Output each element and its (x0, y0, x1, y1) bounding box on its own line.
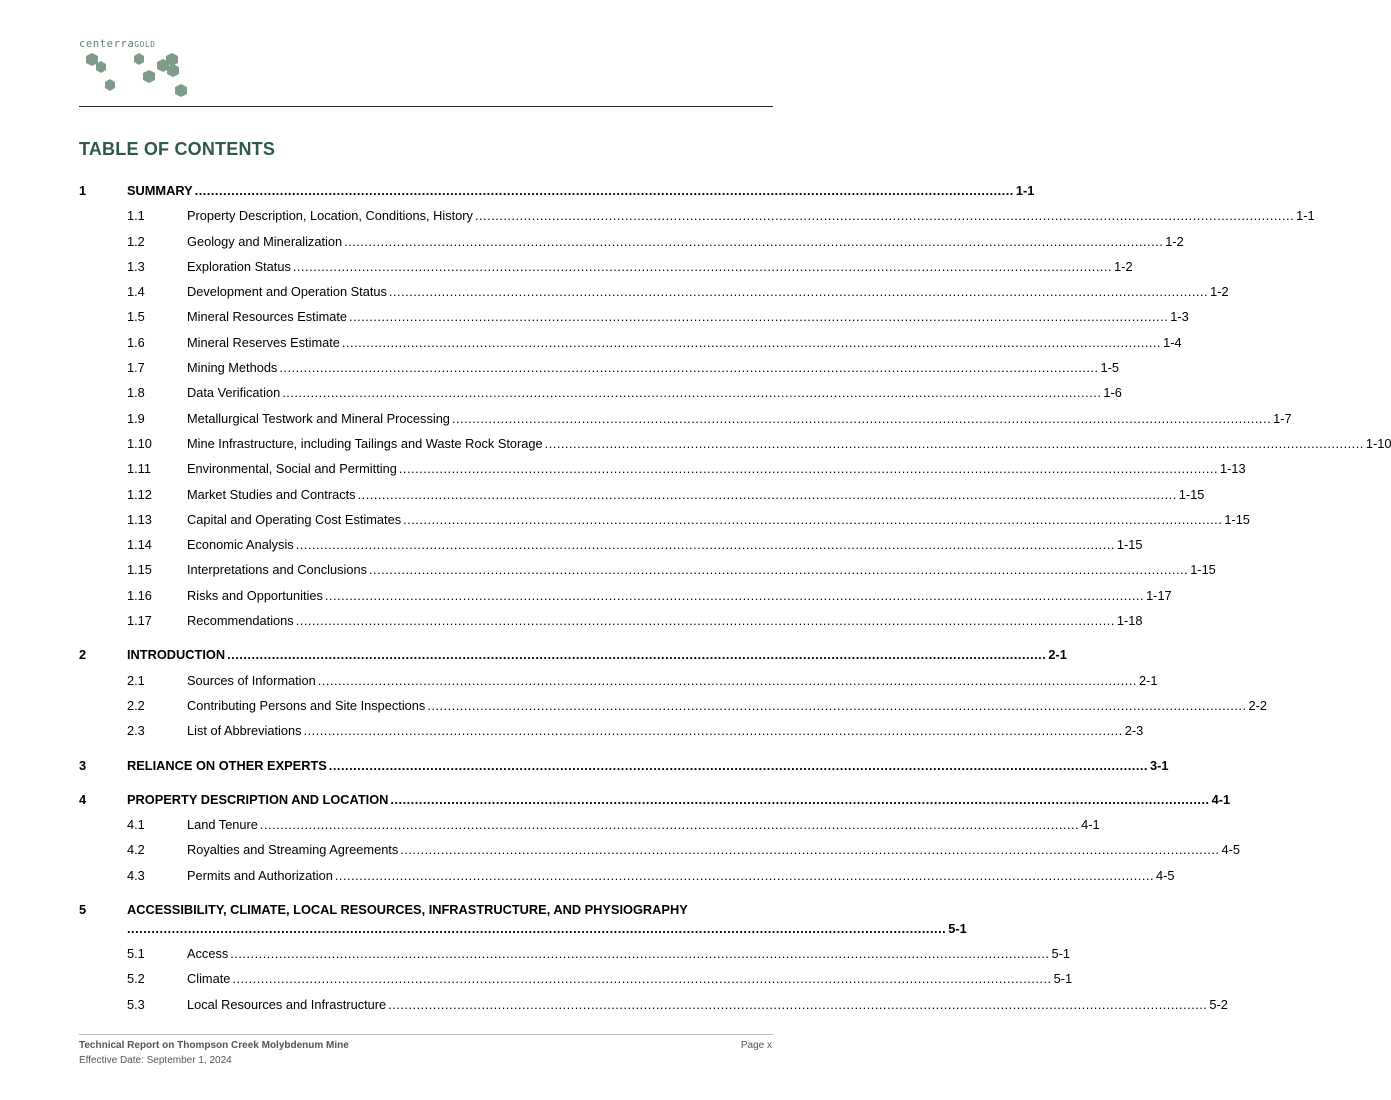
toc-subsection-page: 4-5 (1221, 842, 1240, 858)
toc-section-number: 5 (79, 902, 87, 918)
toc-subsection-number: 1.10 (127, 435, 152, 451)
toc-subsection-page: 1-1 (1296, 208, 1315, 224)
toc-subsection-title: Economic Analysis (187, 537, 294, 553)
dot-leader: .......................................................................................................................................................................................................... (388, 996, 1208, 1012)
toc-section-page: 1-1 (1015, 183, 1035, 198)
toc-subsection-title: Development and Operation Status (187, 284, 387, 300)
dot-leader: .......................................................................................................................................................................................................... (390, 791, 1210, 807)
footer-divider (79, 1034, 773, 1035)
toc-subsection[interactable] (79, 817, 1100, 842)
dot-leader: .......................................................................................................................................................................................................... (344, 233, 1164, 249)
toc-subsection-title: Mineral Resources Estimate (187, 309, 348, 325)
toc-subsection[interactable] (79, 208, 1315, 233)
footer-effective-date: Effective Date: September 1, 2024 (79, 1055, 232, 1066)
toc-subsection-number: 1.9 (127, 410, 145, 426)
dot-leader: .......................................................................................................................................................................................................... (544, 435, 1364, 451)
toc-subsection-page: 5-2 (1209, 996, 1228, 1012)
toc-subsection-page: 1-5 (1100, 360, 1120, 376)
logo-brand-name: centerra (79, 38, 135, 50)
toc-subsection-title: Interpretations and Conclusions (187, 562, 367, 578)
dot-leader: .......................................................................................................................................................................................................... (194, 183, 1014, 198)
toc-subsection-page: 1-17 (1146, 587, 1172, 603)
toc-subsection-title: Metallurgical Testwork and Mineral Processing (187, 410, 450, 426)
toc-section-page: 5-1 (948, 921, 967, 937)
toc-subsection-number: 1.4 (127, 284, 145, 300)
toc-section-page: 2-1 (1048, 647, 1067, 663)
dot-leader: .......................................................................................................................................................................................................... (427, 697, 1247, 713)
toc-subsection-number: 1.14 (127, 537, 152, 553)
toc-subsection-title: Geology and Mineralization (187, 233, 343, 249)
dot-leader: .......................................................................................................................................................................................................... (303, 723, 1123, 739)
company-logo (79, 38, 209, 104)
toc-subsection-title: Sources of Information (187, 672, 316, 688)
dot-leader: .......................................................................................................................................................................................................... (349, 309, 1169, 325)
toc-subsection-page: 5-1 (1051, 946, 1070, 962)
toc-subsection-number: 2.3 (127, 723, 145, 739)
dot-leader: .......................................................................................................................................................................................................... (279, 360, 1099, 376)
toc-subsection-title: Market Studies and Contracts (187, 486, 356, 502)
page-title: TABLE OF CONTENTS (79, 139, 276, 159)
toc-subsection-page: 2-1 (1138, 672, 1158, 688)
dot-leader: .......................................................................................................................................................................................................... (368, 562, 1189, 578)
dot-leader: .......................................................................................................................................................................................................... (295, 537, 1115, 553)
toc-subsection[interactable] (79, 867, 1175, 893)
toc-subsection[interactable] (79, 258, 1133, 284)
toc-subsection-title: Local Resources and Infrastructure (187, 996, 387, 1012)
toc-subsection-page: 1-15 (1224, 511, 1250, 527)
toc-subsection-page: 1-2 (1114, 258, 1133, 274)
toc-subsection-title: Environmental, Social and Permitting (187, 461, 397, 477)
toc-subsection[interactable] (79, 996, 1228, 1022)
toc-section-number: 1 (79, 183, 87, 198)
toc-subsection[interactable] (79, 562, 1216, 587)
dot-leader: .......................................................................................................................................................................................................... (451, 410, 1272, 426)
hexagon-cluster-icon (79, 50, 199, 104)
toc-subsection[interactable] (79, 435, 1391, 461)
toc-subsection[interactable] (79, 233, 1184, 259)
dot-leader: .......................................................................................................................................................................................................... (230, 946, 1050, 962)
toc-subsection-number: 1.6 (127, 334, 145, 350)
dot-leader: .......................................................................................................................................................................................................... (295, 613, 1115, 629)
toc-section-continuation[interactable] (79, 921, 967, 946)
table-of-contents (79, 183, 1391, 1022)
toc-section[interactable] (79, 647, 1067, 672)
toc-section-page: 4-1 (1211, 791, 1231, 807)
toc-subsection-number: 1.1 (127, 208, 145, 224)
toc-subsection-page: 2-3 (1124, 723, 1144, 739)
dot-leader: .......................................................................................................................................................................................................... (282, 385, 1102, 401)
toc-section-title: INTRODUCTION (127, 647, 226, 663)
toc-subsection-number: 1.16 (127, 587, 152, 603)
toc-subsection[interactable] (79, 309, 1189, 334)
header-divider (79, 106, 773, 107)
toc-subsection-number: 1.15 (127, 562, 152, 578)
toc-subsection[interactable] (79, 723, 1144, 748)
toc-section-number: 2 (79, 647, 87, 663)
toc-subsection-page: 1-2 (1210, 284, 1229, 300)
toc-subsection[interactable] (79, 360, 1120, 385)
dot-leader: .......................................................................................................................................................................................................... (232, 971, 1052, 987)
toc-subsection-title: Climate (187, 971, 231, 987)
toc-subsection-number: 4.2 (127, 842, 145, 858)
toc-subsection-page: 1-6 (1103, 385, 1122, 401)
toc-subsection-number: 1.12 (127, 486, 152, 502)
toc-subsection-page: 1-18 (1116, 613, 1143, 629)
dot-leader: .......................................................................................................................................................................................................... (400, 842, 1220, 858)
toc-subsection[interactable] (79, 946, 1070, 971)
toc-subsection-title: Mine Infrastructure, including Tailings and Waste Rock Storage (187, 435, 543, 451)
toc-section-number: 3 (79, 757, 87, 773)
dot-leader: .......................................................................................................................................................................................................... (474, 208, 1295, 224)
toc-subsection[interactable] (79, 537, 1143, 562)
toc-subsection[interactable] (79, 486, 1205, 512)
toc-subsection-title: Land Tenure (187, 817, 258, 833)
toc-subsection-page: 1-4 (1163, 334, 1182, 350)
toc-section[interactable] (79, 183, 1035, 208)
toc-subsection[interactable] (79, 672, 1158, 698)
toc-section-title: ACCESSIBILITY, CLIMATE, LOCAL RESOURCES, INFRASTRUCTURE, AND PHYSIOGRAPHY (127, 902, 688, 918)
toc-subsection-number: 5.3 (127, 996, 145, 1012)
toc-subsection-number: 1.8 (127, 385, 145, 401)
dot-leader: .......................................................................................................................................................................................................... (403, 511, 1223, 527)
toc-subsection-title: List of Abbreviations (187, 723, 302, 739)
footer-page-number: Page x (740, 1040, 772, 1051)
toc-subsection-page: 1-15 (1190, 562, 1216, 578)
toc-subsection[interactable] (79, 587, 1172, 613)
toc-subsection-number: 4.3 (127, 867, 145, 883)
toc-subsection-title: Recommendations (187, 613, 294, 629)
dot-leader: .......................................................................................................................................................................................................... (388, 284, 1209, 300)
toc-section-title: PROPERTY DESCRIPTION AND LOCATION (127, 791, 389, 807)
toc-subsection[interactable] (79, 385, 1122, 410)
dot-leader: .......................................................................................................................................................................................................... (357, 486, 1177, 502)
toc-subsection-title: Exploration Status (187, 258, 291, 274)
toc-subsection[interactable] (79, 697, 1268, 723)
toc-subsection-page: 4-1 (1081, 817, 1100, 833)
dot-leader: .......................................................................................................................................................................................................... (341, 334, 1162, 350)
toc-subsection-title: Contributing Persons and Site Inspections (187, 697, 426, 713)
toc-section-title: RELIANCE ON OTHER EXPERTS (127, 757, 327, 773)
toc-subsection-title: Property Description, Location, Conditions, History (187, 208, 473, 224)
toc-subsection-title: Mining Methods (187, 360, 278, 376)
dot-leader: .......................................................................................................................................................................................................... (259, 817, 1080, 833)
toc-subsection-page: 2-2 (1248, 697, 1268, 713)
dot-leader: .......................................................................................................................................................................................................... (324, 587, 1145, 603)
toc-subsection-title: Royalties and Streaming Agreements (187, 842, 399, 858)
toc-subsection-number: 1.2 (127, 233, 145, 249)
toc-subsection-number: 1.3 (127, 258, 145, 274)
logo-wordmark (79, 38, 156, 50)
toc-subsection-page: 1-2 (1165, 233, 1184, 249)
toc-subsection[interactable] (79, 842, 1240, 867)
toc-subsection-number: 2.2 (127, 697, 145, 713)
toc-subsection-number: 2.1 (127, 672, 145, 688)
dot-leader: .......................................................................................................................................................................................................... (127, 921, 947, 937)
logo-brand-suffix: GOLD (134, 40, 156, 49)
toc-subsection[interactable] (79, 410, 1292, 436)
toc-subsection-page: 5-1 (1053, 971, 1073, 987)
toc-subsection-page: 1-13 (1220, 461, 1246, 477)
dot-leader: .......................................................................................................................................................................................................... (292, 258, 1113, 274)
toc-subsection[interactable] (79, 461, 1246, 486)
toc-subsection-number: 1.11 (127, 461, 151, 477)
toc-subsection[interactable] (79, 511, 1250, 537)
toc-section-title: SUMMARY (127, 183, 193, 198)
toc-section-number: 4 (79, 791, 87, 807)
dot-leader: .......................................................................................................................................................................................................... (227, 647, 1047, 663)
toc-subsection-page: 1-3 (1170, 309, 1189, 325)
toc-subsection-title: Mineral Reserves Estimate (187, 334, 340, 350)
toc-subsection-number: 4.1 (127, 817, 145, 833)
toc-subsection-title: Risks and Opportunities (187, 587, 323, 603)
toc-subsection-page: 1-7 (1273, 410, 1292, 426)
dot-leader: .......................................................................................................................................................................................................... (317, 672, 1137, 688)
toc-subsection-page: 1-15 (1178, 486, 1205, 502)
toc-subsection[interactable] (79, 284, 1229, 309)
toc-subsection-page: 1-15 (1116, 537, 1143, 553)
footer-report-title: Technical Report on Thompson Creek Molybdenum Mine (79, 1040, 349, 1051)
toc-subsection[interactable] (79, 613, 1143, 638)
toc-subsection-title: Access (187, 946, 229, 962)
toc-section[interactable] (79, 902, 769, 921)
toc-subsection-page: 1-10 (1365, 435, 1391, 451)
toc-subsection[interactable] (79, 334, 1182, 360)
toc-subsection-number: 1.13 (127, 511, 152, 527)
toc-subsection-title: Permits and Authorization (187, 867, 333, 883)
toc-subsection-number: 1.17 (127, 613, 152, 629)
dot-leader: .......................................................................................................................................................................................................... (334, 867, 1155, 883)
toc-subsection-number: 1.5 (127, 309, 145, 325)
toc-subsection-page: 4-5 (1156, 867, 1175, 883)
dot-leader: .......................................................................................................................................................................................................... (398, 461, 1219, 477)
toc-subsection-number: 1.7 (127, 360, 145, 376)
toc-section[interactable] (79, 791, 1231, 817)
toc-subsection-title: Data Verification (187, 385, 281, 401)
toc-section-page: 3-1 (1150, 757, 1169, 773)
toc-subsection-number: 5.2 (127, 971, 145, 987)
toc-subsection-title: Capital and Operating Cost Estimates (187, 511, 402, 527)
dot-leader: .......................................................................................................................................................................................................... (328, 757, 1148, 773)
toc-subsection-number: 5.1 (127, 946, 145, 962)
toc-subsection[interactable] (79, 971, 1073, 996)
toc-section[interactable] (79, 757, 1169, 783)
